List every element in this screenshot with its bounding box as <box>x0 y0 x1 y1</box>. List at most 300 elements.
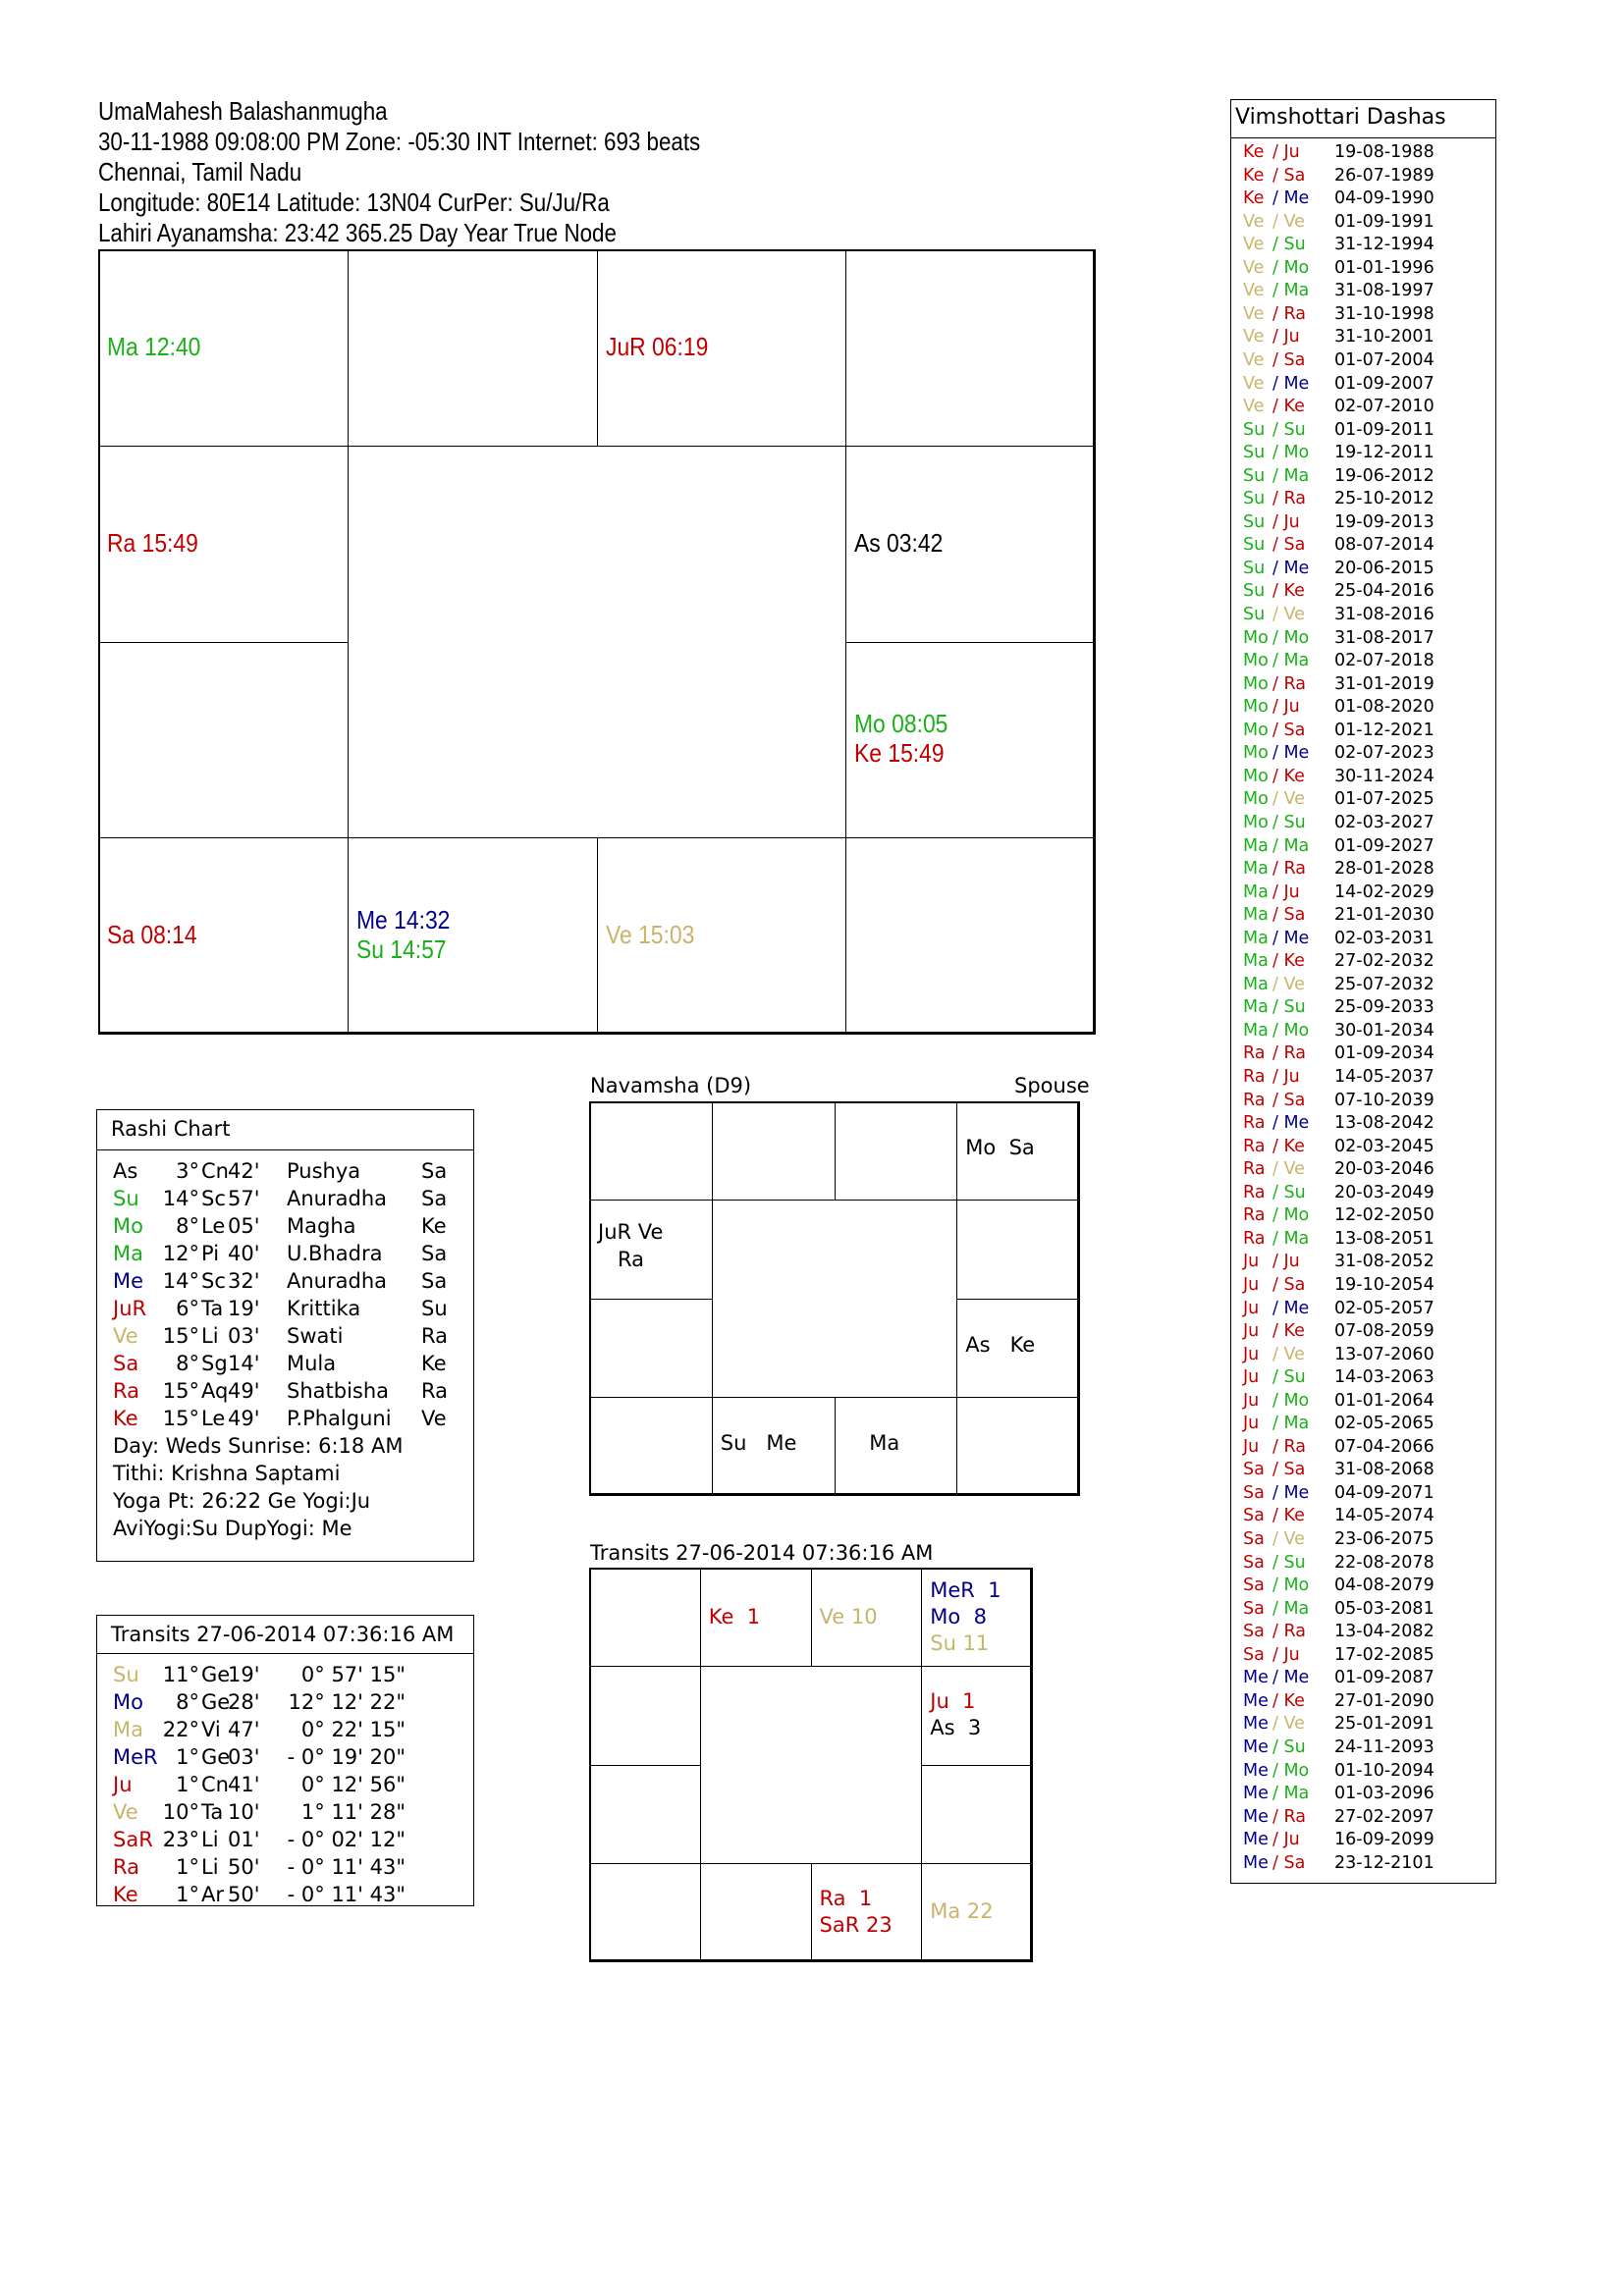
planet-name: Ra <box>113 1855 139 1879</box>
mahadasha-planet: Sa <box>1243 1506 1265 1526</box>
dasha-start-date: 19-10-2054 <box>1334 1274 1435 1295</box>
planet-entry: JuR 06:19 <box>605 331 708 361</box>
house-cell <box>712 1101 836 1201</box>
dasha-start-date: 07-04-2066 <box>1334 1436 1435 1457</box>
mahadasha-planet: Ma <box>1243 951 1269 972</box>
chart-centre <box>348 446 847 839</box>
dasha-start-date: 08-07-2014 <box>1334 535 1435 556</box>
planet-entry: Su Me <box>720 1430 797 1455</box>
dasha-start-date: 01-09-2087 <box>1334 1668 1435 1688</box>
birth-datetime: 30-11-1988 09:08:00 PM Zone: -05:30 INT Internet: 693 beats <box>98 127 701 156</box>
antardasha-planet: / Me <box>1272 1482 1310 1503</box>
mahadasha-planet: Me <box>1243 1784 1269 1804</box>
daily-motion: - 0° 19' 20" <box>287 1745 406 1769</box>
nakshatra: Anuradha <box>287 1187 387 1210</box>
antardasha-planet: / Ju <box>1272 1067 1300 1087</box>
minutes: 01' <box>228 1828 260 1851</box>
planet-name: Ke <box>113 1883 138 1906</box>
mahadasha-planet: Mo <box>1243 627 1269 648</box>
mahadasha-planet: Su <box>1243 489 1266 509</box>
planet-name: Ke <box>113 1407 138 1430</box>
antardasha-planet: / Me <box>1272 1668 1310 1688</box>
antardasha-planet: / Mo <box>1272 1205 1310 1226</box>
antardasha-planet: / Su <box>1272 1736 1306 1757</box>
sign: Ge <box>201 1663 231 1686</box>
sign: Cn <box>201 1159 229 1183</box>
mahadasha-planet: Sa <box>1243 1622 1265 1642</box>
divider <box>1231 137 1495 138</box>
house-cell <box>700 1863 812 1962</box>
mahadasha-planet: Me <box>1243 1830 1269 1850</box>
degree: 1° <box>176 1773 199 1796</box>
minutes: 19' <box>228 1663 260 1686</box>
sign: Pi <box>201 1242 220 1265</box>
planet-entry: JuR Ve <box>598 1220 664 1245</box>
house-cell <box>921 1666 1033 1765</box>
planet-name: Ve <box>113 1324 138 1348</box>
house-cell <box>956 1101 1080 1201</box>
navamsha-chart-grid <box>589 1101 1079 1495</box>
antardasha-planet: / Mo <box>1272 443 1310 463</box>
dasha-start-date: 01-03-2096 <box>1334 1784 1435 1804</box>
dasha-start-date: 13-08-2042 <box>1334 1113 1435 1134</box>
dasha-start-date: 31-08-2016 <box>1334 605 1435 624</box>
mahadasha-planet: Mo <box>1243 697 1269 718</box>
antardasha-planet: / Ju <box>1272 1252 1300 1272</box>
antardasha-planet: / Sa <box>1272 1852 1306 1873</box>
mahadasha-planet: Ju <box>1243 1252 1260 1272</box>
sign: Sc <box>201 1269 226 1293</box>
mahadasha-planet: Mo <box>1243 766 1269 786</box>
dasha-start-date: 01-10-2094 <box>1334 1760 1435 1781</box>
sign: Sc <box>201 1187 226 1210</box>
degree: 15° <box>162 1324 199 1348</box>
minutes: 10' <box>228 1800 260 1824</box>
dasha-start-date: 31-12-1994 <box>1334 235 1435 255</box>
dasha-start-date: 01-07-2025 <box>1334 789 1435 810</box>
antardasha-planet: / Me <box>1272 373 1310 394</box>
degree: 1° <box>176 1855 199 1879</box>
mahadasha-planet: Ju <box>1243 1298 1260 1318</box>
mahadasha-planet: Ju <box>1243 1321 1260 1342</box>
house-cell <box>589 1863 701 1962</box>
house-cell <box>98 446 349 643</box>
dasha-start-date: 25-07-2032 <box>1334 974 1435 994</box>
sign: Li <box>201 1324 219 1348</box>
antardasha-planet: / Me <box>1272 188 1310 209</box>
mahadasha-planet: Ve <box>1243 303 1265 324</box>
mahadasha-planet: Me <box>1243 1690 1269 1711</box>
planet-name: Su <box>113 1663 139 1686</box>
nakshatra: Pushya <box>287 1159 361 1183</box>
mahadasha-planet: Me <box>1243 1668 1269 1688</box>
transits-table <box>96 1615 474 1906</box>
house-cell <box>348 249 598 447</box>
mahadasha-planet: Su <box>1243 419 1266 440</box>
nakshatra: Shatbisha <box>287 1379 390 1403</box>
antardasha-planet: / Mo <box>1272 627 1310 648</box>
mahadasha-planet: Su <box>1243 465 1266 486</box>
dasha-start-date: 04-08-2079 <box>1334 1575 1435 1596</box>
antardasha-planet: / Ma <box>1272 835 1310 856</box>
mahadasha-planet: Ke <box>1243 142 1265 162</box>
house-cell <box>348 837 598 1035</box>
minutes: 50' <box>228 1855 260 1879</box>
antardasha-planet: / Mo <box>1272 257 1310 278</box>
planet-name: As <box>113 1159 138 1183</box>
nakshatra-lord: Ra <box>421 1324 448 1348</box>
dasha-start-date: 01-07-2004 <box>1334 349 1435 370</box>
house-cell <box>98 642 349 839</box>
antardasha-planet: / Ke <box>1272 766 1305 786</box>
degree: 1° <box>176 1745 199 1769</box>
mahadasha-planet: Sa <box>1243 1644 1265 1665</box>
mahadasha-planet: Me <box>1243 1852 1269 1873</box>
dasha-start-date: 01-01-1996 <box>1334 257 1435 278</box>
antardasha-planet: / Ju <box>1272 697 1300 718</box>
antardasha-planet: / Ra <box>1272 1043 1306 1064</box>
dasha-start-date: 02-07-2018 <box>1334 651 1435 671</box>
sign: Vi <box>201 1718 221 1741</box>
sign: Sg <box>201 1352 228 1375</box>
birth-place: Chennai, Tamil Nadu <box>98 157 302 187</box>
degree: 15° <box>162 1407 199 1430</box>
navamsha-title: Navamsha (D9) <box>590 1074 752 1097</box>
antardasha-planet: / Ma <box>1272 281 1310 301</box>
mahadasha-planet: Mo <box>1243 812 1269 832</box>
sign: Li <box>201 1828 219 1851</box>
panchang-info: Tithi: Krishna Saptami <box>113 1462 341 1485</box>
minutes: 32' <box>228 1269 260 1293</box>
mahadasha-planet: Sa <box>1243 1482 1265 1503</box>
minutes: 41' <box>228 1773 260 1796</box>
nakshatra-lord: Sa <box>421 1159 448 1183</box>
antardasha-planet: / Mo <box>1272 1575 1310 1596</box>
antardasha-planet: / Ve <box>1272 211 1305 232</box>
mahadasha-planet: Me <box>1243 1806 1269 1827</box>
transits-table-title: Transits 27-06-2014 07:36:16 AM <box>111 1623 455 1646</box>
dasha-start-date: 02-03-2027 <box>1334 812 1435 832</box>
nakshatra: Anuradha <box>287 1269 387 1293</box>
daily-motion: - 0° 02' 12" <box>287 1828 406 1851</box>
mahadasha-planet: Ma <box>1243 881 1269 902</box>
panchang-info: Day: Weds Sunrise: 6:18 AM <box>113 1434 404 1458</box>
mahadasha-planet: Ma <box>1243 974 1269 994</box>
mahadasha-planet: Ve <box>1243 373 1265 394</box>
antardasha-planet: / Sa <box>1272 905 1306 926</box>
house-cell <box>589 1765 701 1864</box>
dasha-start-date: 25-09-2033 <box>1334 997 1435 1018</box>
sign: Le <box>201 1214 226 1238</box>
antardasha-planet: / Ke <box>1272 1690 1305 1711</box>
vimshottari-dasha-table <box>1230 99 1496 1884</box>
antardasha-planet: / Sa <box>1272 535 1306 556</box>
house-cell <box>835 1101 958 1201</box>
mahadasha-planet: Sa <box>1243 1460 1265 1480</box>
sign: Aq <box>201 1379 229 1403</box>
mahadasha-planet: Ve <box>1243 327 1265 347</box>
mahadasha-planet: Su <box>1243 581 1266 602</box>
rashi-chart-grid <box>98 249 1095 1034</box>
nakshatra-lord: Sa <box>421 1242 448 1265</box>
degree: 22° <box>162 1718 199 1741</box>
nakshatra-lord: Sa <box>421 1269 448 1293</box>
antardasha-planet: / Ra <box>1272 1622 1306 1642</box>
chart-header <box>98 96 700 248</box>
dasha-start-date: 27-02-2032 <box>1334 951 1435 972</box>
sign: Ta <box>201 1800 224 1824</box>
house-cell <box>835 1397 958 1496</box>
dasha-start-date: 19-06-2012 <box>1334 465 1435 486</box>
planet-entry: Ma 22 <box>930 1899 994 1924</box>
daily-motion: 0° 12' 56" <box>300 1773 406 1796</box>
dasha-start-date: 12-02-2050 <box>1334 1205 1435 1226</box>
dasha-start-date: 01-12-2021 <box>1334 720 1435 740</box>
antardasha-planet: / Ju <box>1272 327 1300 347</box>
dasha-start-date: 02-07-2010 <box>1334 397 1435 417</box>
house-cell <box>589 1568 701 1667</box>
house-cell <box>956 1299 1080 1398</box>
planet-name: Me <box>113 1269 144 1293</box>
house-cell <box>956 1200 1080 1299</box>
mahadasha-planet: Ke <box>1243 165 1265 186</box>
dasha-start-date: 31-08-1997 <box>1334 281 1435 301</box>
mahadasha-planet: Ra <box>1243 1043 1266 1064</box>
antardasha-planet: / Ma <box>1272 1784 1310 1804</box>
mahadasha-planet: Ke <box>1243 188 1265 209</box>
daily-motion: 12° 12' 22" <box>288 1690 406 1714</box>
rashi-table-title: Rashi Chart <box>111 1117 231 1141</box>
house-cell <box>712 1397 836 1496</box>
mahadasha-planet: Su <box>1243 511 1266 532</box>
planet-name: JuR <box>113 1297 147 1320</box>
mahadasha-planet: Su <box>1243 558 1266 578</box>
planet-entry: Ve 15:03 <box>605 920 694 950</box>
planet-entry: Ke 15:49 <box>854 738 945 769</box>
dasha-start-date: 01-08-2020 <box>1334 697 1435 718</box>
antardasha-planet: / Sa <box>1272 349 1306 370</box>
antardasha-planet: / Ve <box>1272 1159 1305 1180</box>
antardasha-planet: / Mo <box>1272 1020 1310 1041</box>
nakshatra-lord: Ke <box>421 1352 447 1375</box>
antardasha-planet: / Ra <box>1272 1806 1306 1827</box>
daily-motion: - 0° 11' 43" <box>287 1855 406 1879</box>
mahadasha-planet: Ra <box>1243 1182 1266 1202</box>
daily-motion: - 0° 11' 43" <box>287 1883 406 1906</box>
dasha-start-date: 01-09-1991 <box>1334 211 1435 232</box>
dasha-start-date: 31-08-2052 <box>1334 1252 1435 1272</box>
mahadasha-planet: Ra <box>1243 1159 1266 1180</box>
native-name: UmaMahesh Balashanmugha <box>98 96 388 126</box>
nakshatra: Magha <box>287 1214 356 1238</box>
antardasha-planet: / Ke <box>1272 581 1305 602</box>
mahadasha-planet: Ju <box>1243 1390 1260 1411</box>
antardasha-planet: / Ve <box>1272 789 1305 810</box>
antardasha-planet: / Ra <box>1272 489 1306 509</box>
antardasha-planet: / Ju <box>1272 511 1300 532</box>
mahadasha-planet: Ma <box>1243 997 1269 1018</box>
antardasha-planet: / Ke <box>1272 1321 1305 1342</box>
mahadasha-planet: Su <box>1243 443 1266 463</box>
mahadasha-planet: Ve <box>1243 257 1265 278</box>
daily-motion: 0° 22' 15" <box>300 1718 406 1741</box>
degree: 8° <box>176 1352 199 1375</box>
mahadasha-planet: Ma <box>1243 835 1269 856</box>
antardasha-planet: / Ke <box>1272 951 1305 972</box>
planet-name: Ve <box>113 1800 138 1824</box>
dasha-start-date: 14-05-2037 <box>1334 1067 1435 1087</box>
planet-name: Ra <box>113 1379 139 1403</box>
mahadasha-planet: Sa <box>1243 1598 1265 1619</box>
sign: Li <box>201 1855 219 1879</box>
dasha-start-date: 26-07-1989 <box>1334 165 1435 186</box>
transit-chart-grid <box>589 1568 1032 1961</box>
dasha-start-date: 13-07-2060 <box>1334 1344 1435 1364</box>
divider <box>97 1149 473 1150</box>
antardasha-planet: / Ju <box>1272 142 1300 162</box>
dasha-start-date: 14-02-2029 <box>1334 881 1435 902</box>
minutes: 42' <box>228 1159 260 1183</box>
minutes: 47' <box>228 1718 260 1741</box>
planet-entry: As Ke <box>965 1332 1036 1357</box>
antardasha-planet: / Ra <box>1272 859 1306 880</box>
dasha-table-title: Vimshottari Dashas <box>1235 105 1446 130</box>
antardasha-planet: / Ma <box>1272 1598 1310 1619</box>
ayanamsha-info: Lahiri Ayanamsha: 23:42 365.25 Day Year True Node <box>98 218 617 247</box>
house-cell <box>98 837 349 1035</box>
planet-entry: Ke 1 <box>708 1604 761 1629</box>
minutes: 19' <box>228 1297 260 1320</box>
antardasha-planet: / Sa <box>1272 1090 1306 1110</box>
degree: 6° <box>176 1297 199 1320</box>
panchang-info: AviYogi:Su DupYogi: Me <box>113 1517 352 1540</box>
antardasha-planet: / Me <box>1272 928 1310 948</box>
dasha-start-date: 04-09-2071 <box>1334 1482 1435 1503</box>
antardasha-planet: / Su <box>1272 1367 1306 1388</box>
antardasha-planet: / Sa <box>1272 1274 1306 1295</box>
planet-entry: Me 14:32 <box>355 905 451 935</box>
degree: 14° <box>162 1269 199 1293</box>
planet-name: Sa <box>113 1352 139 1375</box>
antardasha-planet: / Sa <box>1272 720 1306 740</box>
mahadasha-planet: Su <box>1243 535 1266 556</box>
planet-entry: Ra 1 <box>819 1886 873 1910</box>
mahadasha-planet: Ve <box>1243 281 1265 301</box>
sign: Ar <box>201 1883 224 1906</box>
house-cell <box>845 642 1096 839</box>
planet-entry: Su 14:57 <box>355 934 447 965</box>
dasha-start-date: 30-11-2024 <box>1334 766 1435 786</box>
antardasha-planet: / Ra <box>1272 1436 1306 1457</box>
mahadasha-planet: Ju <box>1243 1367 1260 1388</box>
planet-entry: Mo Sa <box>965 1136 1035 1160</box>
house-cell <box>597 249 847 447</box>
house-cell <box>845 249 1096 447</box>
mahadasha-planet: Ju <box>1243 1436 1260 1457</box>
mahadasha-planet: Ra <box>1243 1136 1266 1156</box>
sign: Ta <box>201 1297 224 1320</box>
planet-name: MeR <box>113 1745 158 1769</box>
mahadasha-planet: Ve <box>1243 235 1265 255</box>
dasha-start-date: 31-10-1998 <box>1334 303 1435 324</box>
dasha-start-date: 19-09-2013 <box>1334 511 1435 532</box>
antardasha-planet: / Ve <box>1272 1529 1305 1549</box>
dasha-start-date: 01-09-2007 <box>1334 373 1435 394</box>
antardasha-planet: / Ve <box>1272 1344 1305 1364</box>
antardasha-planet: / Su <box>1272 1552 1306 1573</box>
mahadasha-planet: Ju <box>1243 1274 1260 1295</box>
mahadasha-planet: Sa <box>1243 1529 1265 1549</box>
dasha-start-date: 31-08-2017 <box>1334 627 1435 648</box>
dasha-start-date: 01-09-2027 <box>1334 835 1435 856</box>
dasha-start-date: 19-12-2011 <box>1334 443 1435 463</box>
mahadasha-planet: Mo <box>1243 673 1269 694</box>
antardasha-planet: / Sa <box>1272 1460 1306 1480</box>
nakshatra-lord: Ra <box>421 1379 448 1403</box>
house-cell <box>589 1299 713 1398</box>
minutes: 57' <box>228 1187 260 1210</box>
nakshatra-lord: Su <box>421 1297 448 1320</box>
dasha-start-date: 19-08-1988 <box>1334 142 1435 162</box>
planet-entry: Ra 15:49 <box>107 527 198 558</box>
antardasha-planet: / Su <box>1272 812 1306 832</box>
degree: 12° <box>162 1242 199 1265</box>
mahadasha-planet: Ma <box>1243 928 1269 948</box>
coordinates: Longitude: 80E14 Latitude: 13N04 CurPer: Su/Ju/Ra <box>98 187 610 217</box>
planet-entry: Ve 10 <box>819 1604 878 1629</box>
rashi-chart-table <box>96 1109 474 1562</box>
house-cell <box>921 1863 1033 1962</box>
dasha-start-date: 23-06-2075 <box>1334 1529 1435 1549</box>
antardasha-planet: / Mo <box>1272 1390 1310 1411</box>
planet-name: Ma <box>113 1242 143 1265</box>
planet-entry: Ju 1 <box>930 1689 976 1714</box>
mahadasha-planet: Ve <box>1243 349 1265 370</box>
degree: 11° <box>162 1663 199 1686</box>
degree: 8° <box>176 1690 199 1714</box>
minutes: 28' <box>228 1690 260 1714</box>
house-cell <box>811 1568 923 1667</box>
dasha-start-date: 30-01-2034 <box>1334 1020 1435 1041</box>
antardasha-planet: / Sa <box>1272 165 1306 186</box>
antardasha-planet: / Ma <box>1272 651 1310 671</box>
mahadasha-planet: Ra <box>1243 1067 1266 1087</box>
mahadasha-planet: Ra <box>1243 1205 1266 1226</box>
antardasha-planet: / Ma <box>1272 465 1310 486</box>
degree: 14° <box>162 1187 199 1210</box>
planet-name: Mo <box>113 1214 143 1238</box>
mahadasha-planet: Ma <box>1243 1020 1269 1041</box>
antardasha-planet: / Su <box>1272 1182 1306 1202</box>
nakshatra-lord: Ve <box>421 1407 447 1430</box>
planet-name: Mo <box>113 1690 143 1714</box>
dasha-start-date: 07-08-2059 <box>1334 1321 1435 1342</box>
mahadasha-planet: Me <box>1243 1714 1269 1735</box>
planet-entry: Sa 08:14 <box>107 920 197 950</box>
mahadasha-planet: Sa <box>1243 1575 1265 1596</box>
navamsha-subtitle: Spouse <box>1014 1074 1090 1097</box>
mahadasha-planet: Su <box>1243 605 1266 624</box>
antardasha-planet: / Ju <box>1272 1830 1300 1850</box>
degree: 10° <box>162 1800 199 1824</box>
antardasha-planet: / Ju <box>1272 1644 1300 1665</box>
minutes: 03' <box>228 1324 260 1348</box>
house-cell <box>700 1568 812 1667</box>
planet-entry: SaR 23 <box>819 1912 893 1937</box>
minutes: 49' <box>228 1379 260 1403</box>
dasha-start-date: 14-05-2074 <box>1334 1506 1435 1526</box>
dasha-start-date: 07-10-2039 <box>1334 1090 1435 1110</box>
